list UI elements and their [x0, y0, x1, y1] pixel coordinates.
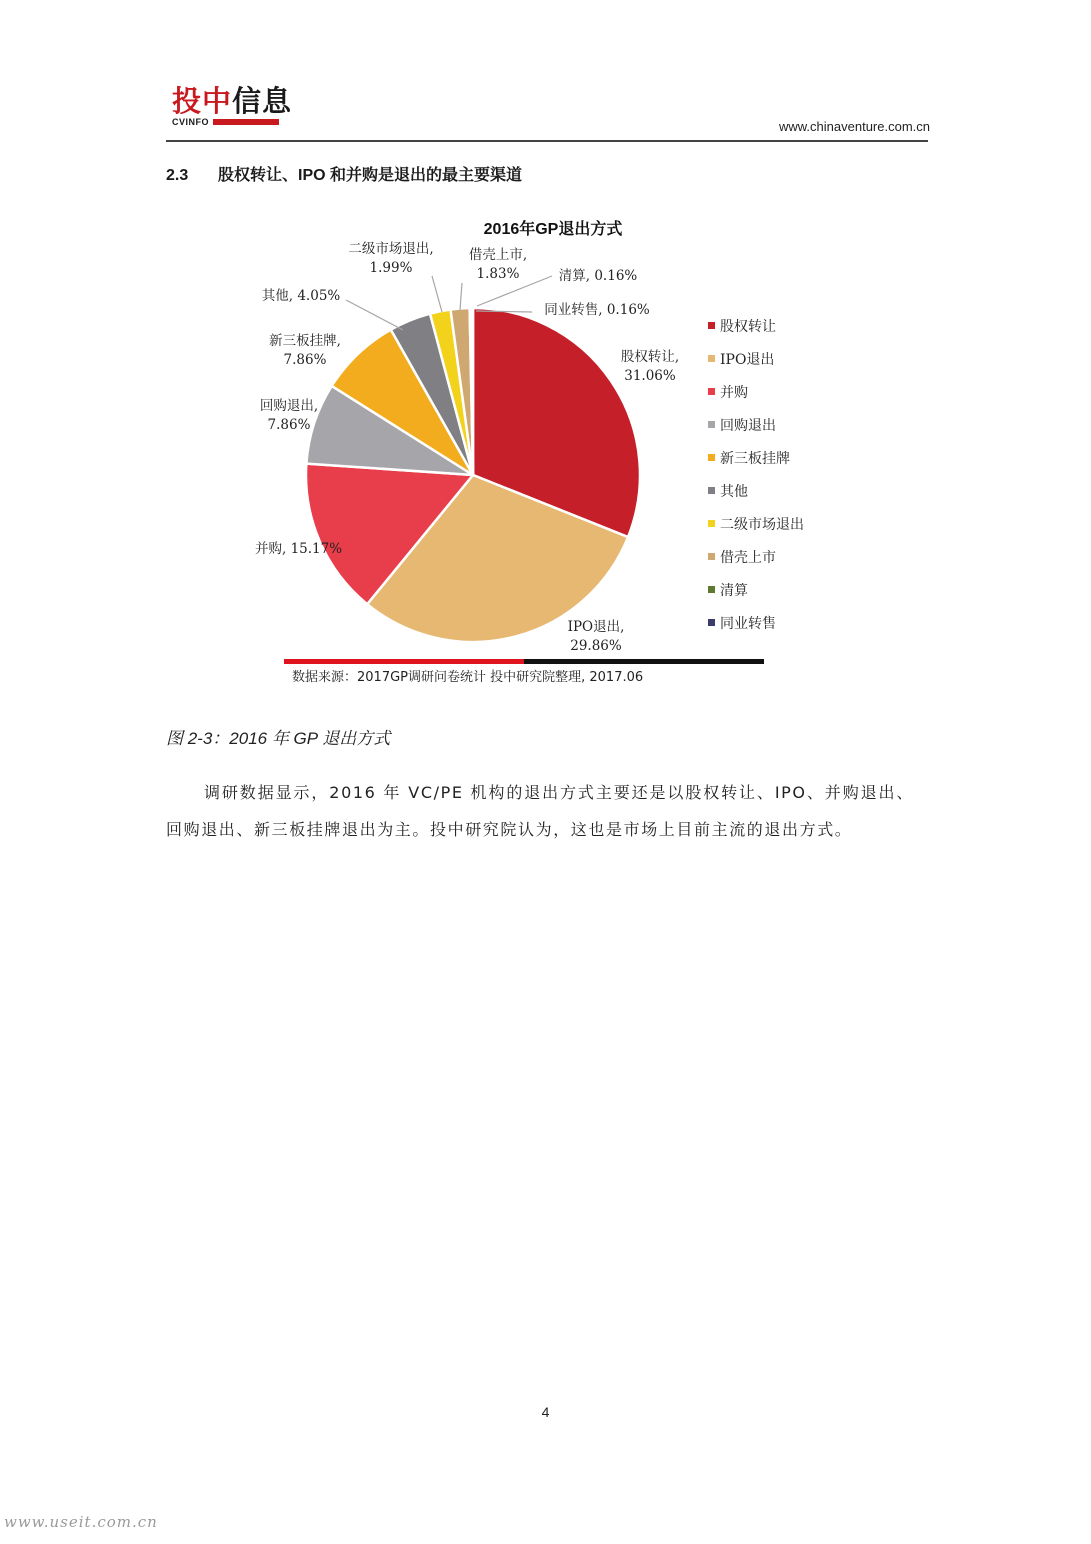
leader-line-6 [346, 300, 403, 330]
legend-label-5: 新三板挂牌 [720, 451, 790, 467]
legend-label-8: 借壳上市 [720, 550, 776, 566]
watermark: www.useit.com.cn [4, 1513, 158, 1531]
slice-label-line: 29.86% [570, 638, 622, 654]
page-number: 4 [541, 1404, 550, 1420]
leader-line-7 [432, 276, 442, 312]
slice-label-line: 同业转售, 0.16% [544, 302, 650, 318]
pie-chart [0, 0, 1091, 700]
legend-swatch-6 [708, 487, 715, 494]
legend-swatch-5 [708, 454, 715, 461]
slice-label-8 [469, 246, 527, 282]
slice-label-line: 并购, 15.17% [255, 541, 343, 557]
legend-swatch-9 [708, 586, 715, 593]
slice-label-line: 7.86% [267, 417, 311, 433]
slice-label-line: 其他, 4.05% [261, 288, 341, 304]
section-number: 2.3 [166, 167, 189, 184]
slice-label-line: IPO退出, [567, 619, 625, 635]
source-bar-black [524, 659, 764, 664]
legend-label-6: 其他 [720, 484, 748, 500]
slice-label-2 [568, 619, 625, 654]
legend-label-3: 并购 [720, 385, 748, 401]
source-bar-red [284, 659, 524, 664]
leader-line-8 [460, 283, 462, 310]
legend-swatch-2 [708, 355, 715, 362]
slice-label-line: 回购退出, [259, 398, 319, 414]
legend-label-9: 清算 [720, 583, 748, 599]
legend-label-2: IPO退出 [720, 352, 775, 368]
slice-label-line: 31.06% [624, 368, 676, 384]
logo-text-black: 信息 [232, 84, 293, 118]
slice-label-10 [544, 301, 650, 318]
legend-swatch-3 [708, 388, 715, 395]
logo-text-red: 投中 [172, 84, 233, 118]
slice-label-3 [255, 541, 342, 557]
figure-caption: 图 2-3：2016 年 GP 退出方式 [166, 729, 391, 748]
pie-slice-10 [471, 308, 473, 475]
legend-label-1: 股权转让 [720, 319, 776, 335]
slice-label-5 [269, 332, 341, 368]
legend-label-7: 二级市场退出 [720, 517, 804, 533]
slice-label-4 [260, 398, 318, 433]
slice-label-line: 7.86% [283, 352, 327, 368]
chart-legend [708, 318, 804, 632]
logo-english-text: CVINFO [172, 117, 210, 127]
chart-source: 数据来源：2017GP调研问卷统计 投中研究院整理, 2017.06 [292, 670, 644, 685]
slice-label-line: 二级市场退出, [348, 241, 434, 257]
legend-swatch-4 [708, 421, 715, 428]
legend-swatch-10 [708, 619, 715, 626]
slice-label-line: 1.83% [476, 266, 520, 282]
slice-label-9 [559, 268, 638, 284]
section-title: 股权转让、IPO 和并购是退出的最主要渠道 [218, 167, 523, 184]
slice-label-line: 新三板挂牌, [269, 333, 341, 349]
legend-label-10: 同业转售 [720, 616, 776, 632]
slice-label-7 [348, 240, 433, 276]
chart-title: 2016年GP退出方式 [483, 221, 623, 238]
slice-label-line: 借壳上市, [468, 247, 528, 263]
legend-swatch-1 [708, 322, 715, 329]
slice-label-6 [262, 288, 341, 304]
legend-swatch-8 [708, 553, 715, 560]
site-url[interactable]: www.chinaventure.com.cn [778, 119, 930, 134]
slice-label-1 [621, 348, 679, 384]
slice-label-line: 清算, 0.16% [558, 268, 638, 284]
slice-label-line: 股权转让, [620, 349, 680, 365]
legend-swatch-7 [708, 520, 715, 527]
slice-label-line: 1.99% [369, 260, 413, 276]
body-paragraph: 调研数据显示，2016 年 VC/PE 机构的退出方式主要还是以股权转让、IPO、并购退出、回购退出、新三板挂牌退出为主。投中研究院认为，这也是市场上目前主流的退出方式。 [166, 783, 914, 839]
legend-label-4: 回购退出 [720, 418, 776, 434]
pie-slices [306, 308, 640, 642]
